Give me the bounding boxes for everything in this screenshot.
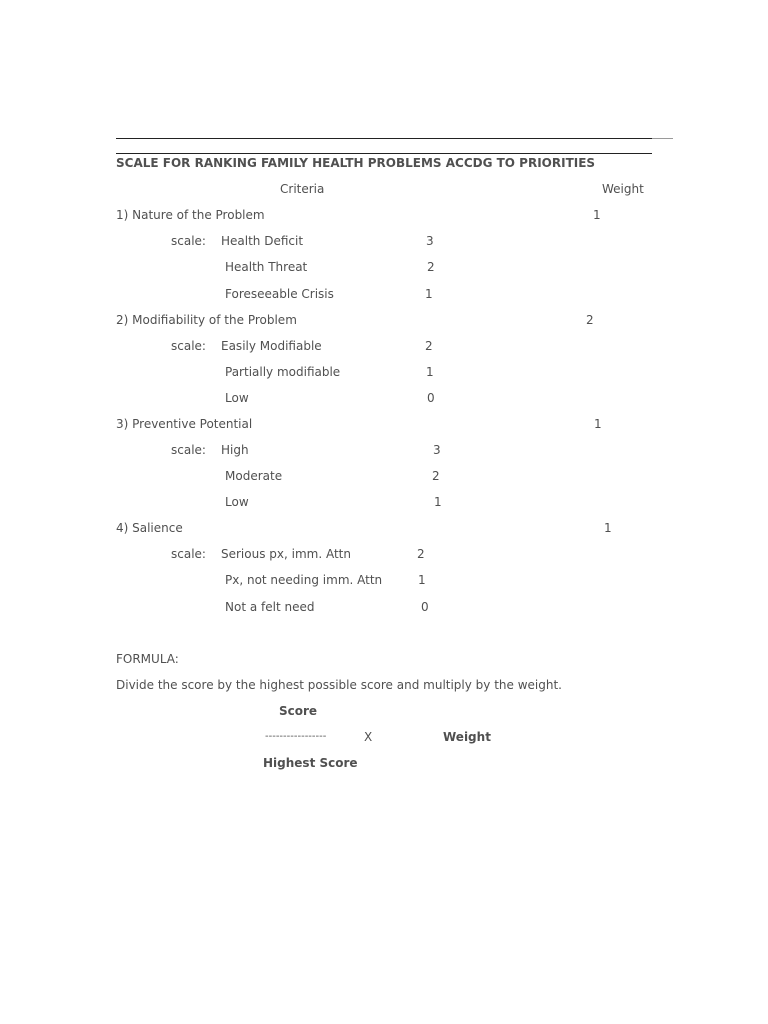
- criterion-2-item-3-label: Low: [225, 391, 249, 405]
- formula-denominator: Highest Score: [263, 756, 358, 770]
- criterion-3-item-1-label: High: [221, 443, 249, 457]
- criterion-1-item-1-label: Health Deficit: [221, 234, 304, 248]
- criterion-3-item-1-score: 3: [433, 443, 441, 457]
- formula-divider: -----------------: [265, 731, 327, 742]
- criterion-2-item-1-label: Easily Modifiable: [221, 339, 322, 353]
- criterion-4-label: 4) Salience: [116, 521, 183, 535]
- criteria-header: Criteria: [280, 182, 325, 196]
- criterion-3-item-3-score: 1: [434, 495, 442, 509]
- criterion-3-item-2-label: Moderate: [225, 469, 283, 483]
- criterion-3-item-3-label: Low: [225, 495, 249, 509]
- criterion-1-weight: 1: [593, 208, 601, 222]
- criterion-3-item-2-score: 2: [432, 469, 440, 483]
- criterion-4-item-1-label: Serious px, imm. Attn: [221, 547, 351, 561]
- criterion-1-scale-label: scale:: [171, 234, 206, 248]
- formula-weight: Weight: [443, 730, 491, 744]
- formula-description: Divide the score by the highest possible score and multiply by the weight.: [116, 678, 562, 692]
- second-rule: [116, 153, 652, 154]
- criterion-3-scale-label: scale:: [171, 443, 206, 457]
- criterion-1-item-2-score: 2: [427, 260, 435, 274]
- criterion-2-weight: 2: [586, 313, 594, 327]
- criterion-2-label: 2) Modifiability of the Problem: [116, 313, 297, 327]
- criterion-4-item-2-score: 1: [418, 573, 426, 587]
- criterion-4-item-3-label: Not a felt need: [225, 600, 315, 614]
- criterion-2-item-2-label: Partially modifiable: [225, 365, 341, 379]
- criterion-2-scale-label: scale:: [171, 339, 206, 353]
- formula-heading: FORMULA:: [116, 652, 179, 666]
- criterion-3-label: 3) Preventive Potential: [116, 417, 253, 431]
- top-rule-tail: [652, 138, 673, 139]
- criterion-2-item-3-score: 0: [427, 391, 435, 405]
- formula-numerator: Score: [279, 704, 318, 718]
- criterion-3-weight: 1: [594, 417, 602, 431]
- criterion-2-item-1-score: 2: [425, 339, 433, 353]
- criterion-1-item-3-score: 1: [425, 287, 433, 301]
- criterion-1-item-1-score: 3: [426, 234, 434, 248]
- weight-header: Weight: [602, 182, 644, 196]
- top-rule: [116, 138, 652, 139]
- criterion-4-item-2-label: Px, not needing imm. Attn: [225, 573, 383, 587]
- criterion-4-scale-label: scale:: [171, 547, 206, 561]
- criterion-1-label: 1) Nature of the Problem: [116, 208, 265, 222]
- document-title: SCALE FOR RANKING FAMILY HEALTH PROBLEMS ACCDG TO PRIORITIES: [116, 156, 596, 170]
- criterion-4-item-1-score: 2: [417, 547, 425, 561]
- criterion-4-item-3-score: 0: [421, 600, 429, 614]
- formula-times: X: [364, 730, 373, 744]
- criterion-2-item-2-score: 1: [426, 365, 434, 379]
- criterion-4-weight: 1: [604, 521, 612, 535]
- criterion-1-item-2-label: Health Threat: [225, 260, 308, 274]
- criterion-1-item-3-label: Foreseeable Crisis: [225, 287, 334, 301]
